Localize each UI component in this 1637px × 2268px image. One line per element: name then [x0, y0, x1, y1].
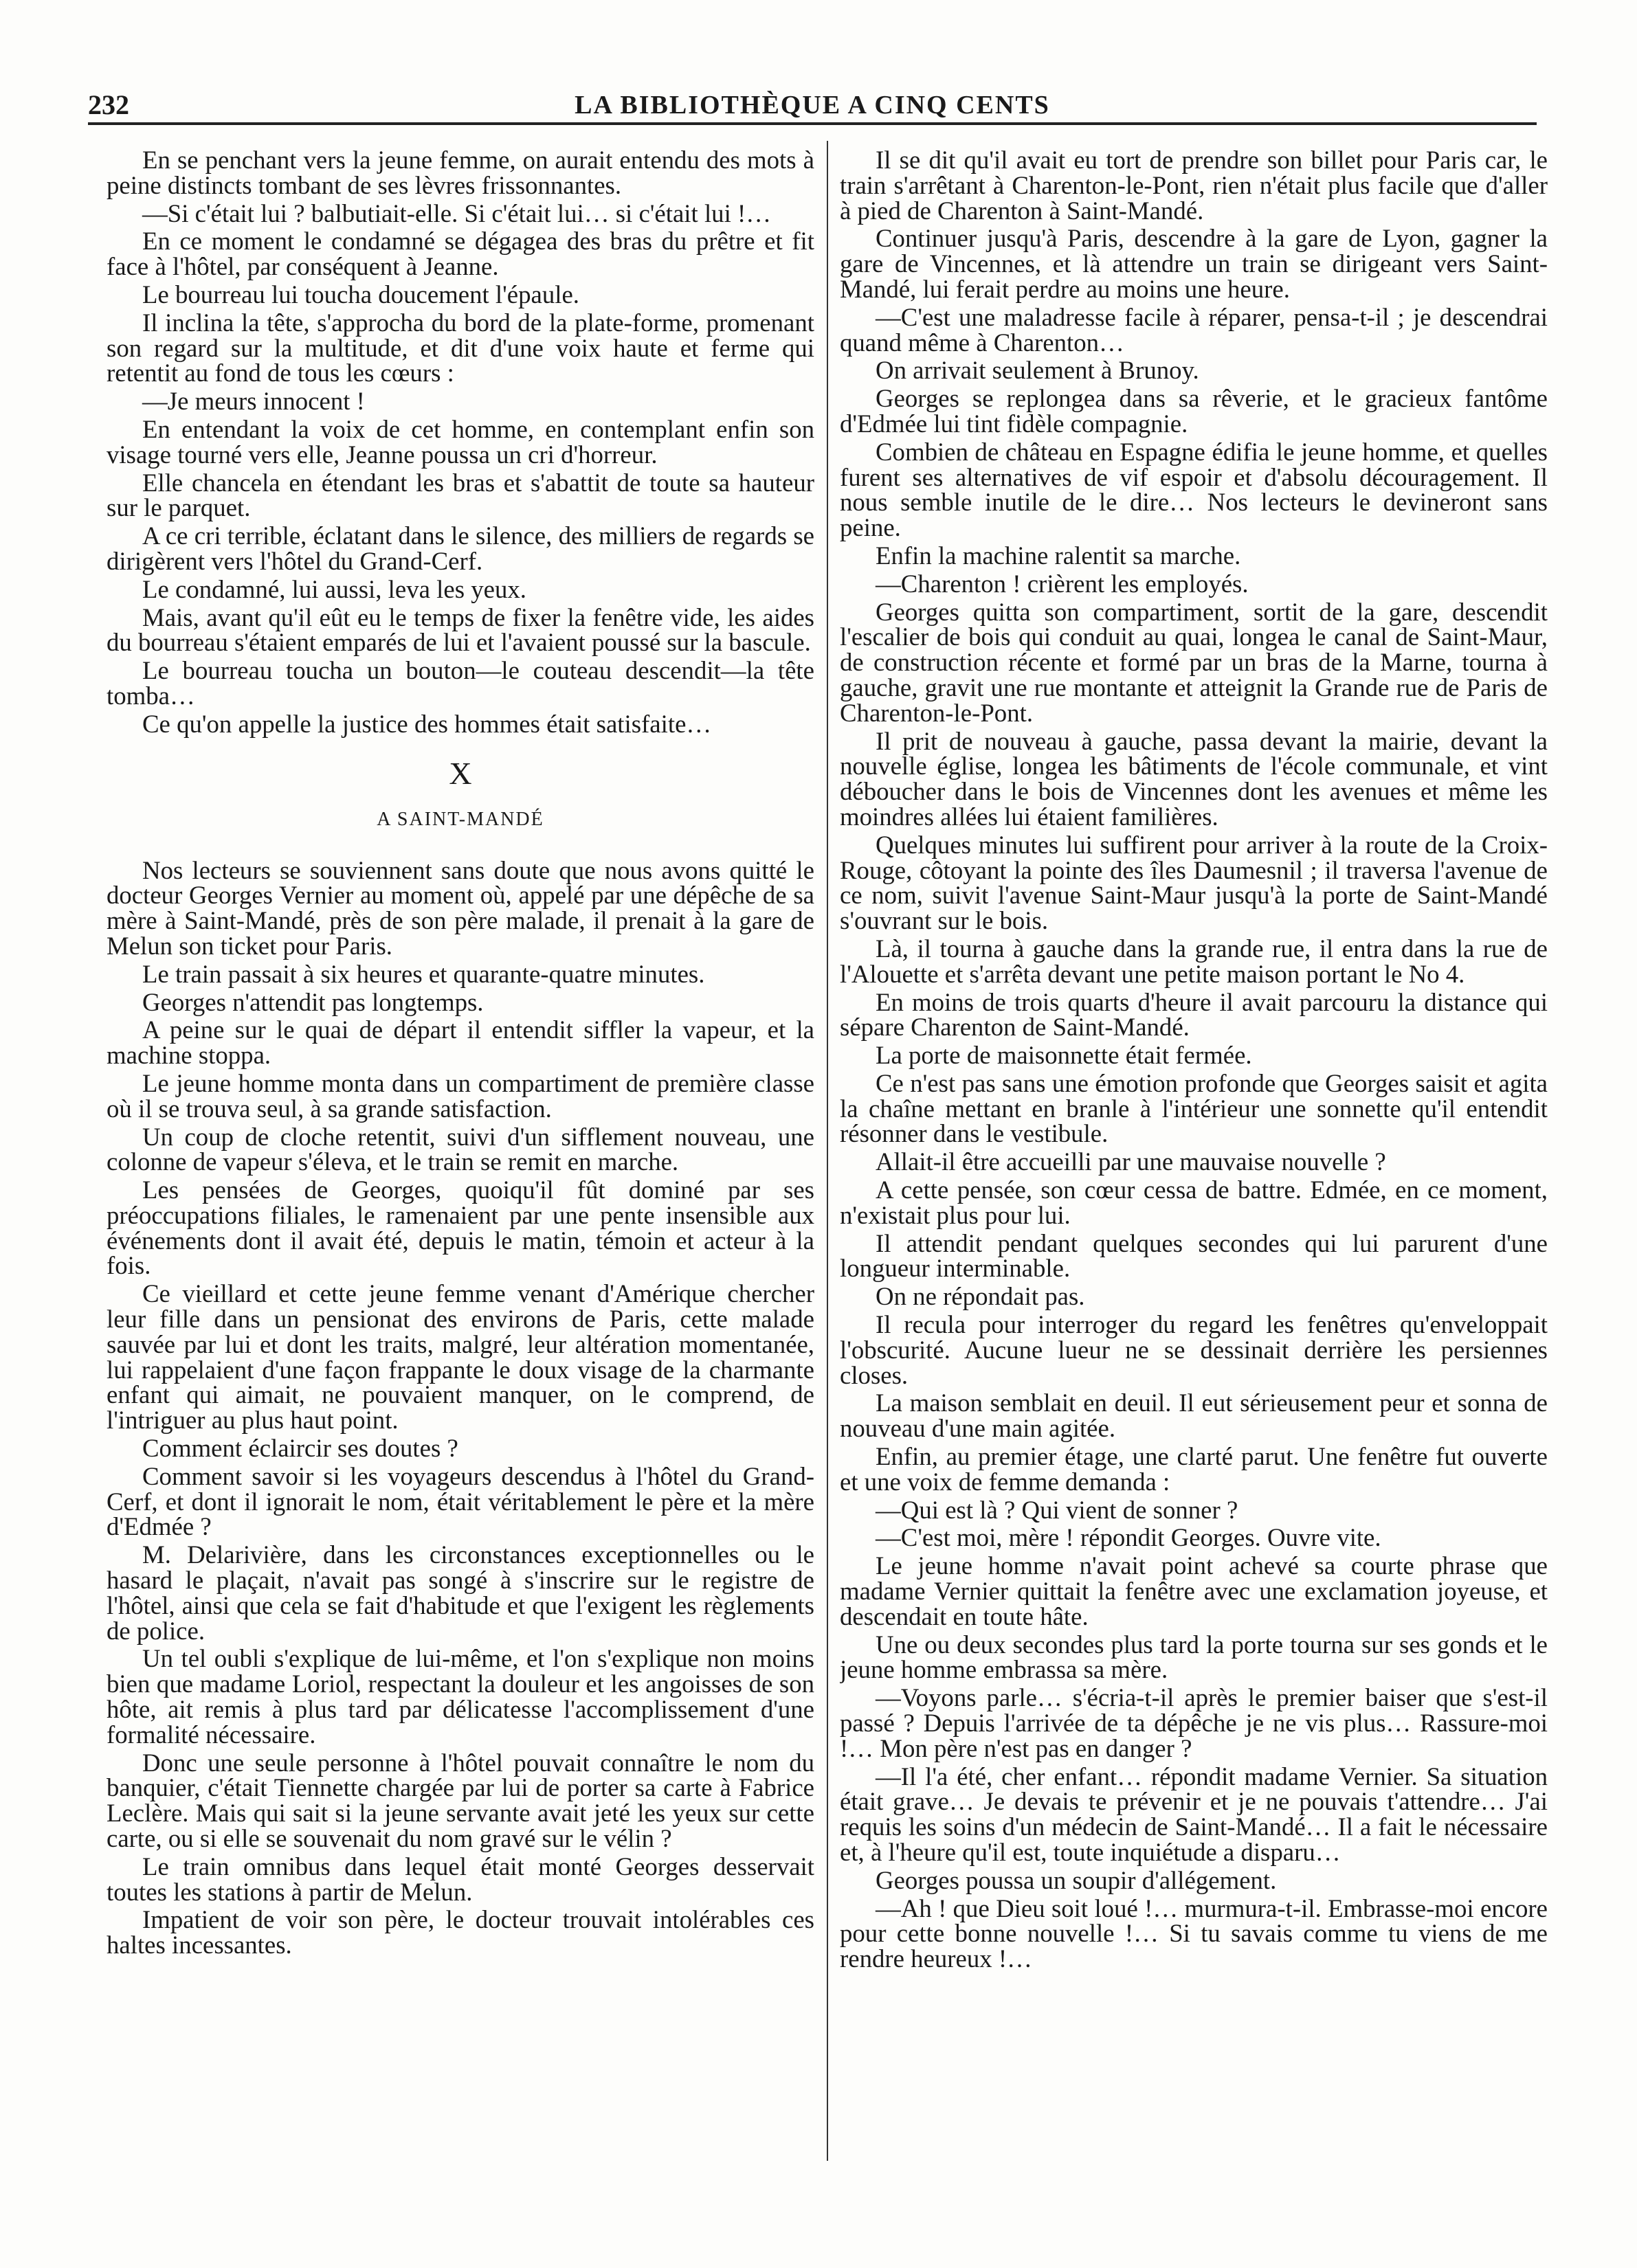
paragraph: Comment savoir si les voyageurs descendus à l'hôtel du Grand-Cerf, et dont il ignorait le nom, était véritablement le père et la mère d'Edmée ?: [107, 1461, 814, 1541]
page-header: [88, 88, 1537, 125]
paragraph: —Si c'était lui ? balbutiait-elle. Si c'était lui… si c'était lui !…: [142, 199, 772, 227]
paragraph: Enfin la machine ralentit sa marche.: [876, 541, 1241, 570]
paragraph: On ne répondait pas.: [876, 1282, 1085, 1311]
paragraph: —Ah ! que Dieu soit loué !… murmura-t-il. Embrasse-moi encore pour cette bonne nouvelle !… Si tu savais comme tu viens de me rendre heureux !…: [840, 1894, 1548, 1973]
paragraph: —Charenton ! crièrent les employés.: [876, 569, 1249, 598]
paragraph: Le jeune homme monta dans un compartiment de première classe où il se trouva seul, à sa grande satisfaction.: [107, 1068, 814, 1123]
paragraph: Nos lecteurs se souviennent sans doute que nous avons quitté le docteur Georges Vernier au moment où, appelé par une dépêche de sa mère à Saint-Mandé, près de son père malade, il prenait à la gare de Melun son ticket pour Paris.: [107, 855, 814, 960]
paragraph: Il prit de nouveau à gauche, passa devant la mairie, devant la nouvelle église, longea les bâtiments de l'école communale, et vint déboucher dans le bois de Vincennes dont les avenues et même les moindres allées lui étaient familières.: [840, 726, 1548, 831]
left-paragraphs-after: [107, 855, 814, 1960]
paragraph: Le bourreau toucha un bouton—le couteau descendit—la tête tomba…: [107, 656, 814, 710]
paragraph: Georges n'attendit pas longtemps.: [142, 987, 484, 1016]
paragraph: Un tel oubli s'explique de lui-même, et l'on s'explique non moins bien que madame Loriol, respectant la douleur et les angoisses de son hôte, ait remis à plus tard par délicatesse l'accomplissement d'une formalité nécessaire.: [107, 1644, 814, 1749]
paragraph: Le train omnibus dans lequel était monté Georges desservait toutes les stations à partir de Melun.: [107, 1852, 814, 1906]
paragraph: Il se dit qu'il avait eu tort de prendre son billet pour Paris car, le train s'arrêtant à Charenton-le-Pont, rien n'était plus facile que d'aller à pied de Charenton à Saint-Mandé.: [840, 148, 1548, 225]
paragraph: Allait-il être accueilli par une mauvaise nouvelle ?: [876, 1147, 1386, 1176]
paragraph: Quelques minutes lui suffirent pour arriver à la route de la Croix-Rouge, côtoyant la pointe des îles Daumesnil ; il traversa l'avenue de ce nom, suivit l'avenue Saint-Maur jusqu'à la porte de Saint-Mandé s'ouvrant sur le bois.: [840, 830, 1548, 935]
paragraph: Continuer jusqu'à Paris, descendre à la gare de Lyon, gagner la gare de Vincennes, et là attendre un train se dirigeant vers Saint-Mandé, lui ferait perdre au moins une heure.: [840, 224, 1548, 303]
paragraph: Il inclina la tête, s'approcha du bord de la plate-forme, promenant son regard sur la multitude, et dit d'une voix haute et ferme qui retentit au fond de tous les cœurs :: [107, 308, 814, 388]
paragraph: Le condamné, lui aussi, leva les yeux.: [142, 574, 526, 603]
paragraph: Il attendit pendant quelques secondes qui lui parurent d'une longueur interminable.: [840, 1228, 1548, 1283]
paragraph: Combien de château en Espagne édifia le jeune homme, et quelles furent ses alternatives de vif espoir et d'absolu découragement. Il nous semble inutile de le dire… Nos lecteurs le devineront sans peine.: [840, 437, 1548, 542]
paragraph: A peine sur le quai de départ il entendit siffler la vapeur, et la machine stoppa.: [107, 1015, 814, 1070]
paragraph: Le bourreau lui toucha doucement l'épaule.: [142, 280, 580, 308]
paragraph: Ce n'est pas sans une émotion profonde que Georges saisit et agita la chaîne mettant en branle à l'intérieur une sonnette qu'il entendit résonner dans le vestibule.: [840, 1068, 1548, 1148]
paragraph: Les pensées de Georges, quoiqu'il fût dominé par ses préoccupations filiales, le ramenaient par une pente insensible aux événements dont il avait été, depuis le matin, témoin et acteur à la fois.: [107, 1176, 814, 1280]
left-column: [107, 148, 814, 2175]
paragraph: En se penchant vers la jeune femme, on aurait entendu des mots à peine distincts tombant de ses lèvres frissonnantes.: [107, 148, 814, 199]
right-column: [840, 148, 1548, 2175]
paragraph: Ce vieillard et cette jeune femme venant d'Amérique chercher leur fille dans un pensionat des environs de Paris, cette malade sauvée par lui et dont les traits, malgré, leur altération momentanée, lui rappelaient d'une façon frappante le doux visage de la charmante enfant qui aimait, ne pouvaient manquer, on le comprend, de l'intriguer au plus haut point.: [107, 1279, 814, 1435]
paragraph: Là, il tourna à gauche dans la grande rue, il entra dans la rue de l'Alouette et s'arrêta devant une petite maison portant le No 4.: [840, 934, 1548, 988]
paragraph: —Voyons parle… s'écria-t-il après le premier baiser que s'est-il passé ? Depuis l'arrivée de ta dépêche je ne vis plus… Rassure-moi !… Mon père n'est pas en danger ?: [840, 1683, 1548, 1762]
column-divider: [827, 141, 828, 2161]
running-title: LA BIBLIOTHÈQUE A CINQ CENTS: [575, 91, 1050, 120]
paragraph: —Qui est là ? Qui vient de sonner ?: [876, 1495, 1238, 1524]
paragraph: Le train passait à six heures et quarante-quatre minutes.: [142, 959, 705, 988]
paragraph: M. Delarivière, dans les circonstances exceptionnelles ou le hasard le plaçait, n'avait pas songé à s'inscrire sur le registre de l'hôtel, ainsi que cela se fait d'habitude et que l'exigent les règlements de police.: [107, 1540, 814, 1645]
chapter-title: A SAINT-MANDÉ: [377, 808, 544, 830]
paragraph: Georges se replongea dans sa rêverie, et le gracieux fantôme d'Edmée lui tint fidèle compagnie.: [840, 384, 1548, 438]
paragraph: Le jeune homme n'avait point achevé sa courte phrase que madame Vernier quittait la fenêtre avec une exclamation joyeuse, et descendait en toute hâte.: [840, 1551, 1548, 1630]
paragraph: —Je meurs innocent !: [142, 387, 365, 416]
paragraph: Un coup de cloche retentit, suivi d'un sifflement nouveau, une colonne de vapeur s'éleva, et le train se remit en marche.: [107, 1122, 814, 1176]
left-paragraphs-before: [107, 148, 814, 737]
paragraph: Impatient de voir son père, le docteur trouvait intolérables ces haltes incessantes.: [107, 1905, 814, 1960]
paragraph: Enfin, au premier étage, une clarté parut. Une fenêtre fut ouverte et une voix de femme demanda :: [840, 1442, 1548, 1496]
paragraph: Comment éclaircir ses doutes ?: [142, 1434, 458, 1463]
paragraph: En entendant la voix de cet homme, en contemplant enfin son visage tourné vers elle, Jeanne poussa un cri d'horreur.: [107, 414, 814, 469]
paragraph: —C'est une maladresse facile à réparer, pensa-t-il ; je descendrai quand même à Charenton…: [840, 302, 1548, 357]
chapter-number: X: [449, 755, 472, 791]
page-number: 232: [88, 89, 129, 120]
paragraph: En moins de trois quarts d'heure il avait parcouru la distance qui sépare Charenton de Saint-Mandé.: [840, 987, 1548, 1042]
paragraph: Une ou deux secondes plus tard la porte tourna sur ses gonds et le jeune homme embrassa sa mère.: [840, 1630, 1548, 1684]
paragraph: Il recula pour interroger du regard les fenêtres qu'enveloppait l'obscurité. Aucune lueur ne se dessinait derrière les persiennes closes.: [840, 1310, 1548, 1389]
paragraph: On arrivait seulement à Brunoy.: [876, 356, 1199, 385]
paragraph: —C'est moi, mère ! répondit Georges. Ouvre vite.: [876, 1523, 1381, 1552]
paragraph: Ce qu'on appelle la justice des hommes était satisfaite…: [142, 709, 712, 738]
paragraph: A ce cri terrible, éclatant dans le silence, des milliers de regards se dirigèrent vers l'hôtel du Grand-Cerf.: [107, 521, 814, 575]
paragraph: Donc une seule personne à l'hôtel pouvait connaître le nom du banquier, c'était Tiennette chargée par lui de porter sa carte à Fabrice Leclère. Mais qui sait si la jeune servante avait jeté les yeux sur cette carte, ou si elle se souvenait du nom gravé sur le vélin ?: [107, 1748, 814, 1853]
paragraph: La porte de maisonnette était fermée.: [876, 1041, 1252, 1070]
paragraph: La maison semblait en deuil. Il eut sérieusement peur et sonna de nouveau d'une main agitée.: [840, 1389, 1548, 1443]
paragraph: Mais, avant qu'il eût eu le temps de fixer la fenêtre vide, les aides du bourreau s'étaient emparés de lui et l'avaient poussé sur la bascule.: [107, 603, 814, 657]
paragraph: En ce moment le condamné se dégagea des bras du prêtre et fit face à l'hôtel, par conséquent à Jeanne.: [107, 227, 814, 281]
paragraph: Elle chancela en étendant les bras et s'abattit de toute sa hauteur sur le parquet.: [107, 468, 814, 522]
paragraph: A cette pensée, son cœur cessa de battre. Edmée, en ce moment, n'existait plus pour lui.: [840, 1176, 1548, 1229]
right-paragraphs: [840, 148, 1548, 1972]
paragraph: —Il l'a été, cher enfant… répondit madame Vernier. Sa situation était grave… Je devais te prévenir et je ne pouvais t'attendre… J'ai requis les soins d'un médecin de Saint-Mandé… Il a fait le nécessaire et, à l'heure qu'il est, toute inquiétude a disparu…: [840, 1762, 1548, 1866]
paragraph: Georges quitta son compartiment, sortit de la gare, descendit l'escalier de bois qui conduit au quai, longea le canal de Saint-Maur, de construction récente et formé par un bras de la Marne, tourna à gauche, gravit une rue montante et atteignit la Grande rue de Paris de Charenton-le-Pont.: [840, 597, 1548, 727]
paragraph: Georges poussa un soupir d'allégement.: [876, 1865, 1277, 1894]
